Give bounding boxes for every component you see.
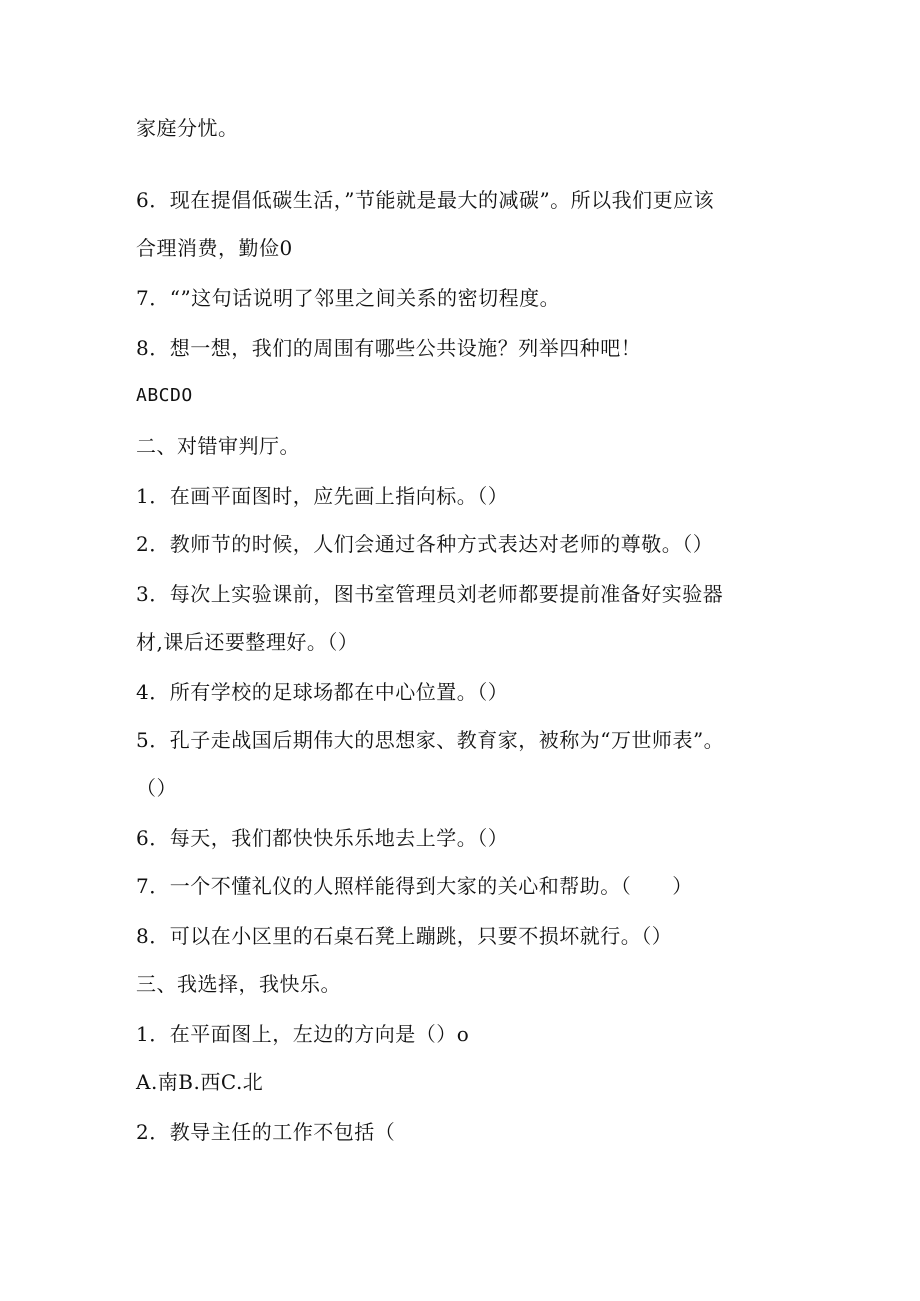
question-line: 1．在画平面图时，应先画上指向标。（） bbox=[136, 484, 509, 508]
question-line: 4．所有学校的足球场都在中心位置。（） bbox=[136, 680, 509, 704]
question-line: 2．教师节的时候，人们会通过各种方式表达对老师的尊敬。（） bbox=[136, 532, 714, 556]
text-line: 家庭分忧。 bbox=[136, 116, 239, 140]
text-line: （） bbox=[136, 776, 177, 800]
text-line: 合理消费，勤俭0 bbox=[136, 236, 293, 260]
question-line: 8．可以在小区里的石桌石凳上蹦跳，只要不损坏就行。（） bbox=[136, 924, 673, 948]
text-line: 材,课后还要整理好。（） bbox=[136, 630, 359, 654]
question-line: 7．“”这句话说明了邻里之间关系的密切程度。 bbox=[136, 286, 561, 310]
question-line: 6．每天，我们都快快乐乐地去上学。（） bbox=[136, 826, 509, 850]
answer-options-line: ABCDO bbox=[136, 385, 193, 406]
question-line: 3．每次上实验课前，图书室管理员刘老师都要提前准备好实验器 bbox=[136, 582, 724, 606]
section-heading: 二、对错审判厅。 bbox=[136, 434, 300, 458]
question-line: 2．教导主任的工作不包括（ bbox=[136, 1120, 396, 1144]
question-line: 7．一个不懂礼仪的人照样能得到大家的关心和帮助。（ ） bbox=[136, 874, 693, 898]
question-line: 6．现在提倡低碳生活，”节能就是最大的减碳”。所以我们更应该 bbox=[136, 188, 715, 212]
question-line: 1．在平面图上，左边的方向是（）o bbox=[136, 1022, 470, 1046]
question-line: 8．想一想，我们的周围有哪些公共设施？列举四种吧！ bbox=[136, 336, 642, 360]
answer-options-line: A.南B.西C.北 bbox=[136, 1070, 264, 1094]
section-heading: 三、我选择，我快乐。 bbox=[136, 972, 341, 996]
question-line: 5．孔子走战国后期伟大的思想家、教育家，被称为“万世师表”。 bbox=[136, 728, 725, 752]
